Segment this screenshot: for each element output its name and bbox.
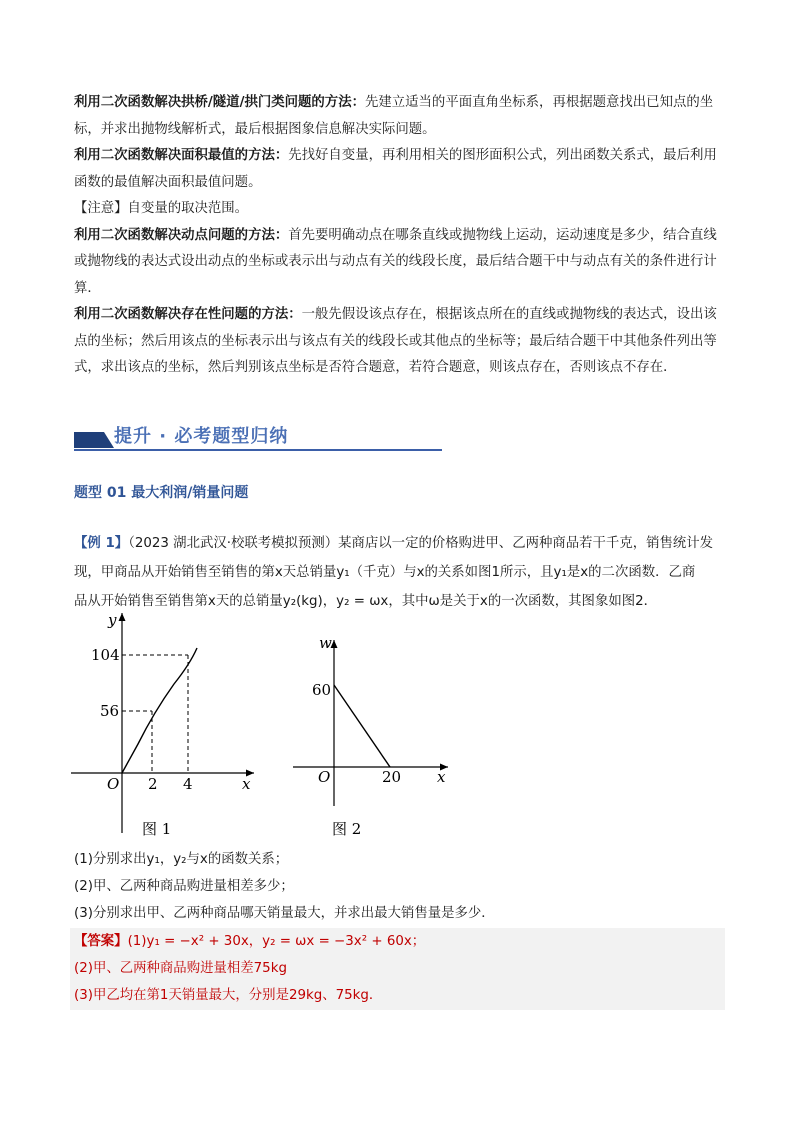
fig1-x-tick-4: 4 [183,775,193,793]
fig1-y-label: y [108,611,117,629]
figure-2 [293,634,448,838]
example-line-3: 品从开始销售至销售第x天的总销量y₂(kg)，y₂ = ωx，其中ω是关于x的一次函数，其图象如图2． [74,594,658,609]
question-type-title: 题型 01 最大利润/销量问题 [74,485,249,501]
fig1-origin: O [107,775,120,793]
example-problem [74,529,724,616]
answer-line-3: (3)甲乙均在第1天销量最大，分别是29kg、75kg． [74,988,383,1003]
method-arch: 利用二次函数解决拱桥/隧道/拱门类问题的方法：先建立适当的平面直角坐标系，再根据题意找出已知点的坐标，并求出抛物线解析式，最后根据图象信息解决实际问题。 [74,95,714,137]
figures [66,608,486,843]
example-label: 【例 1】 [74,536,129,551]
fig2-origin: O [318,768,331,786]
methods-section [74,90,724,382]
fig1-x-label: x [242,775,251,793]
example-line-2: 现，甲商品从开始销售至销售的第x天总销量y₁（千克）与x的关系如图1所示，且y₁是x的二次函数．乙商 [74,565,696,580]
answer-line-2: (2)甲、乙两种商品购进量相差75kg [74,961,287,976]
answer-line-1: 【答案】(1)y₁ = −x² + 30x，y₂ = ωx = −3x² + 60x； [74,934,426,949]
method-existence: 利用二次函数解决存在性问题的方法：一般先假设该点存在，根据该点所在的直线或抛物线的表达式，设出该点的坐标；然后用该点的坐标表示出与该点有关的线段长或其他点的坐标等；最后结合题干中其他条件列出等式，求出该点的坐标，然后判别该点坐标是否符合题意，若符合题意，则该点存在，否则该点不存在． [74,307,717,375]
question-1: (1)分别求出y₁，y₂与x的函数关系； [74,852,289,867]
answer-box [70,928,725,1010]
example-line-1: 【例 1】（2023 湖北武汉·校联考模拟预测）某商店以一定的价格购进甲、乙两种商品若干千克，销售统计发 [74,536,714,551]
fig1-y-tick-56: 56 [100,702,120,720]
question-3: (3)分别求出甲、乙两种商品哪天销量最大，并求出最大销售量是多少． [74,906,495,921]
questions [74,846,724,927]
banner-slant-icon [104,432,114,448]
banner-underline [74,449,442,451]
section-banner [74,420,442,452]
fig2-caption: 图 2 [332,820,362,838]
question-2: (2)甲、乙两种商品购进量相差多少； [74,879,294,894]
figure-1 [71,611,254,838]
fig1-caption: 图 1 [142,820,172,838]
banner-bar-icon [74,432,104,448]
note: 【注意】自变量的取决范围。 [74,201,249,216]
fig1-y-tick-104: 104 [91,646,120,664]
method-moving-point: 利用二次函数解决动点问题的方法：首先要明确动点在哪条直线或抛物线上运动，运动速度是多少，结合直线或抛物线的表达式设出动点的坐标或表示出与动点有关的线段长度，最后结合题干中与动点有关的条件进行计算． [74,227,717,296]
fig2-y-label: w [319,634,332,652]
fig1-x-tick-2: 2 [148,775,158,793]
fig2-x-tick-20: 20 [382,768,402,786]
banner-title: 提升 · 必考题型归纳 [114,426,289,447]
answer-tag: 【答案】 [74,934,128,949]
fig2-y-tick-60: 60 [312,681,332,699]
method-area: 利用二次函数解决面积最值的方法：先找好自变量，再利用相关的图形面积公式，列出函数关系式，最后利用函数的最值解决面积最值问题。 [74,148,717,190]
fig2-x-label: x [437,768,446,786]
